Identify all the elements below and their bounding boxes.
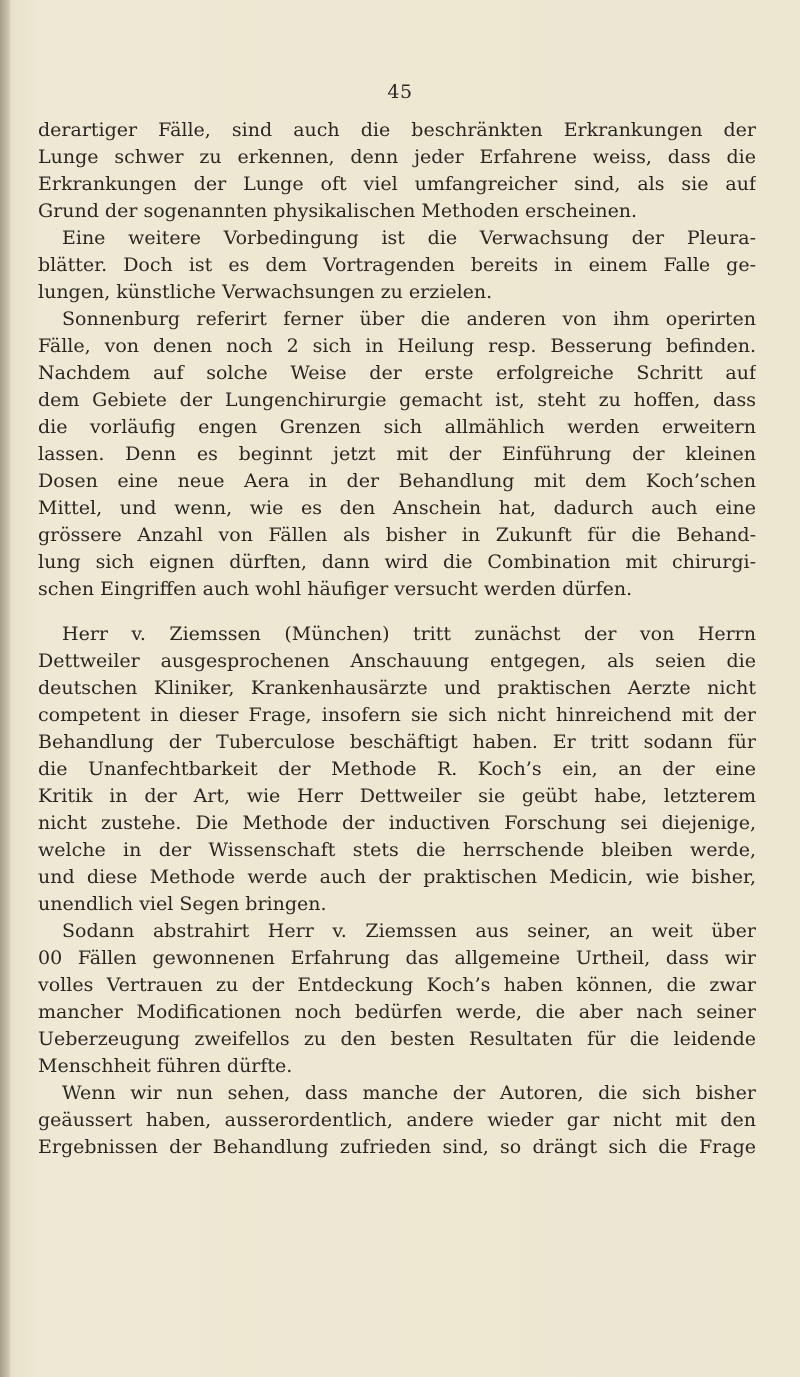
text-line: lung sich eignen dürften, dann wird die Combination mit chirurgi-	[38, 551, 756, 573]
text-line: 00 Fällen gewonnenen Erfahrung das allgemeine Urtheil, dass wir	[38, 947, 756, 969]
body-text	[38, 117, 756, 1161]
text-line: Mittel, und wenn, wie es den Anschein hat, dadurch auch eine	[38, 497, 756, 519]
text-line: deutschen Kliniker, Krankenhausärzte und praktischen Aerzte nicht	[38, 677, 756, 699]
text-line: Nachdem auf solche Weise der erste erfolgreiche Schritt auf	[38, 362, 756, 384]
text-line: Dosen eine neue Aera in der Behandlung mit dem Koch’schen	[38, 470, 756, 492]
text-line: Kritik in der Art, wie Herr Dettweiler sie geübt habe, letzterem	[38, 785, 756, 807]
text-line: Ergebnissen der Behandlung zufrieden sind, so drängt sich die Frage	[38, 1136, 756, 1158]
text-line: lassen. Denn es beginnt jetzt mit der Einführung der kleinen	[38, 443, 756, 465]
text-line: Grund der sogenannten physikalischen Methoden erscheinen.	[38, 200, 638, 222]
text-line: dem Gebiete der Lungenchirurgie gemacht ist, steht zu hoffen, dass	[38, 389, 756, 411]
text-line: Wenn wir nun sehen, dass manche der Autoren, die sich bisher	[62, 1082, 756, 1104]
text-line: competent in dieser Frage, insofern sie sich nicht hinreichend mit der	[38, 704, 756, 726]
text-line: unendlich viel Segen bringen.	[38, 893, 327, 915]
text-line: Ueberzeugung zweifellos zu den besten Resultaten für die leidende	[38, 1028, 756, 1050]
page-gutter	[0, 0, 10, 1377]
text-line: Fälle, von denen noch 2 sich in Heilung resp. Besserung befinden.	[38, 335, 756, 357]
text-line: volles Vertrauen zu der Entdeckung Koch’s haben können, die zwar	[38, 974, 756, 996]
text-line: Sonnenburg referirt ferner über die anderen von ihm operirten	[62, 308, 756, 330]
text-line: die Unanfechtbarkeit der Methode R. Koch’s ein, an der eine	[38, 758, 756, 780]
text-line: geäussert haben, ausserordentlich, andere wieder gar nicht mit den	[38, 1109, 756, 1131]
text-line: mancher Modificationen noch bedürfen werde, die aber nach seiner	[38, 1001, 756, 1023]
text-line: Behandlung der Tuberculose beschäftigt haben. Er tritt sodann für	[38, 731, 756, 753]
text-line: Lunge schwer zu erkennen, denn jeder Erfahrene weiss, dass die	[38, 146, 756, 168]
text-line: Sodann abstrahirt Herr v. Ziemssen aus seiner, an weit über	[62, 920, 756, 942]
text-line: derartiger Fälle, sind auch die beschränkten Erkrankungen der	[38, 119, 756, 141]
text-line: lungen, künstliche Verwachsungen zu erzielen.	[38, 281, 493, 303]
text-line: schen Eingriffen auch wohl häufiger versucht werden dürfen.	[38, 578, 633, 600]
text-line: Erkrankungen der Lunge oft viel umfangreicher sind, als sie auf	[38, 173, 756, 195]
text-line: nicht zustehe. Die Methode der inductiven Forschung sei diejenige,	[38, 812, 756, 834]
text-line: welche in der Wissenschaft stets die herrschende bleiben werde,	[38, 839, 756, 861]
page-number: 45	[387, 81, 413, 103]
paragraph-gap	[38, 603, 756, 621]
text-line: die vorläufig engen Grenzen sich allmählich werden erweitern	[38, 416, 756, 438]
text-line: und diese Methode werde auch der praktischen Medicin, wie bisher,	[38, 866, 756, 888]
text-line: grössere Anzahl von Fällen als bisher in Zukunft für die Behand-	[38, 524, 756, 546]
text-line: Dettweiler ausgesprochenen Anschauung entgegen, als seien die	[38, 650, 756, 672]
text-line: Menschheit führen dürfte.	[38, 1055, 293, 1077]
text-line: Eine weitere Vorbedingung ist die Verwachsung der Pleura-	[62, 227, 756, 249]
text-line: Herr v. Ziemssen (München) tritt zunächst der von Herrn	[62, 623, 756, 645]
text-line: blätter. Doch ist es dem Vortragenden bereits in einem Falle ge-	[38, 254, 756, 276]
